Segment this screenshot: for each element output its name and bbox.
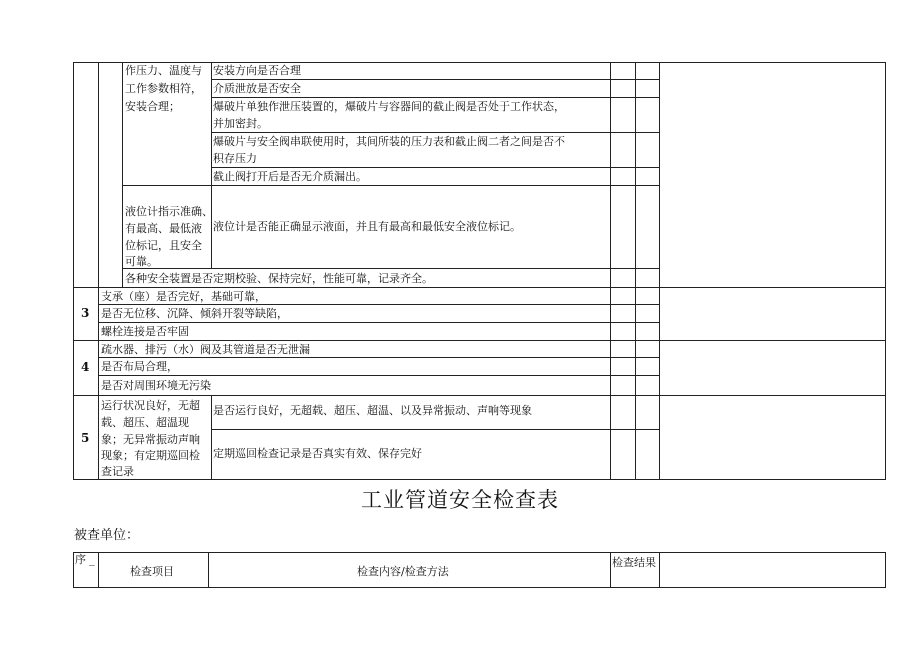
item-number-4: 4 — [81, 360, 90, 374]
cell-text: 并加密封。 — [213, 117, 268, 130]
cell-text: 查记录 — [101, 465, 134, 478]
cell-text: 螺栓连接是否牢固 — [101, 325, 189, 338]
cell-text: 安装方向是否合理 — [213, 64, 301, 77]
item-number-5: 5 — [81, 431, 90, 445]
cell-text: 疏水器、排污（水）阀及其管道是否无泄漏 — [101, 343, 310, 356]
cell-text: 是否运行良好，无超载、超压、超温、以及异常振动、声响等现象 — [213, 404, 532, 417]
cell-text: 安装合理； — [125, 100, 180, 113]
safety-device-row: 各种安全装置是否定期校验、保持完好，性能可靠，记录齐全。 — [125, 272, 433, 285]
cell-text: 运行状况良好，无超 — [101, 399, 200, 412]
cell-text: 是否无位移、沉降、倾斜开裂等缺陷， — [101, 307, 288, 320]
level-gauge-content: 液位计是否能正确显示液面，并且有最高和最低安全液位标记。 — [213, 220, 521, 233]
page-title: 工业管道安全检查表 — [361, 488, 559, 512]
cell-text: 是否对周围环境无污染 — [101, 379, 211, 392]
cell-text: 工作参数相符， — [125, 82, 202, 95]
cell-text: 支承（座）是否完好，基础可靠， — [101, 290, 266, 303]
col-header-result: 检查结果 — [612, 556, 656, 569]
cell-text: 是否布局合理， — [101, 360, 178, 373]
col-header-no-mark: _ — [89, 553, 95, 566]
col-header-content: 检查内容/检查方法 — [357, 565, 449, 578]
cell-text: 液位计指示准确、 — [125, 205, 213, 218]
cell-text: 现象；有定期巡回检 — [101, 449, 200, 462]
item-number-3: 3 — [81, 306, 90, 320]
cell-text: 位标记，且安全 — [125, 239, 202, 252]
cell-text: 有最高、最低液 — [125, 222, 202, 235]
cell-text: 可靠。 — [125, 255, 158, 268]
cell-text: 定期巡回检查记录是否真实有效、保存完好 — [213, 447, 422, 460]
cell-text: 积存压力 — [213, 152, 257, 165]
inspected-unit-label: 被查单位： — [74, 528, 140, 543]
cell-text: 介质泄放是否安全 — [213, 82, 301, 95]
cell-text: 爆破片与安全阀串联使用时，其间所装的压力表和截止阀二者之间是否不 — [213, 135, 565, 148]
col-header-item: 检查项目 — [130, 565, 174, 578]
cell-text: 作压力、温度与 — [125, 64, 202, 77]
cell-text: 爆破片单独作泄压装置的，爆破片与容器间的截止阀是否处于工作状态， — [213, 100, 565, 113]
cell-text: 象；无异常振动声响 — [101, 433, 200, 446]
cell-text: 截止阀打开后是否无介质漏出。 — [213, 170, 367, 183]
cell-text: 载、超压、超温现 — [101, 416, 189, 429]
col-header-no: 序 — [75, 553, 86, 566]
